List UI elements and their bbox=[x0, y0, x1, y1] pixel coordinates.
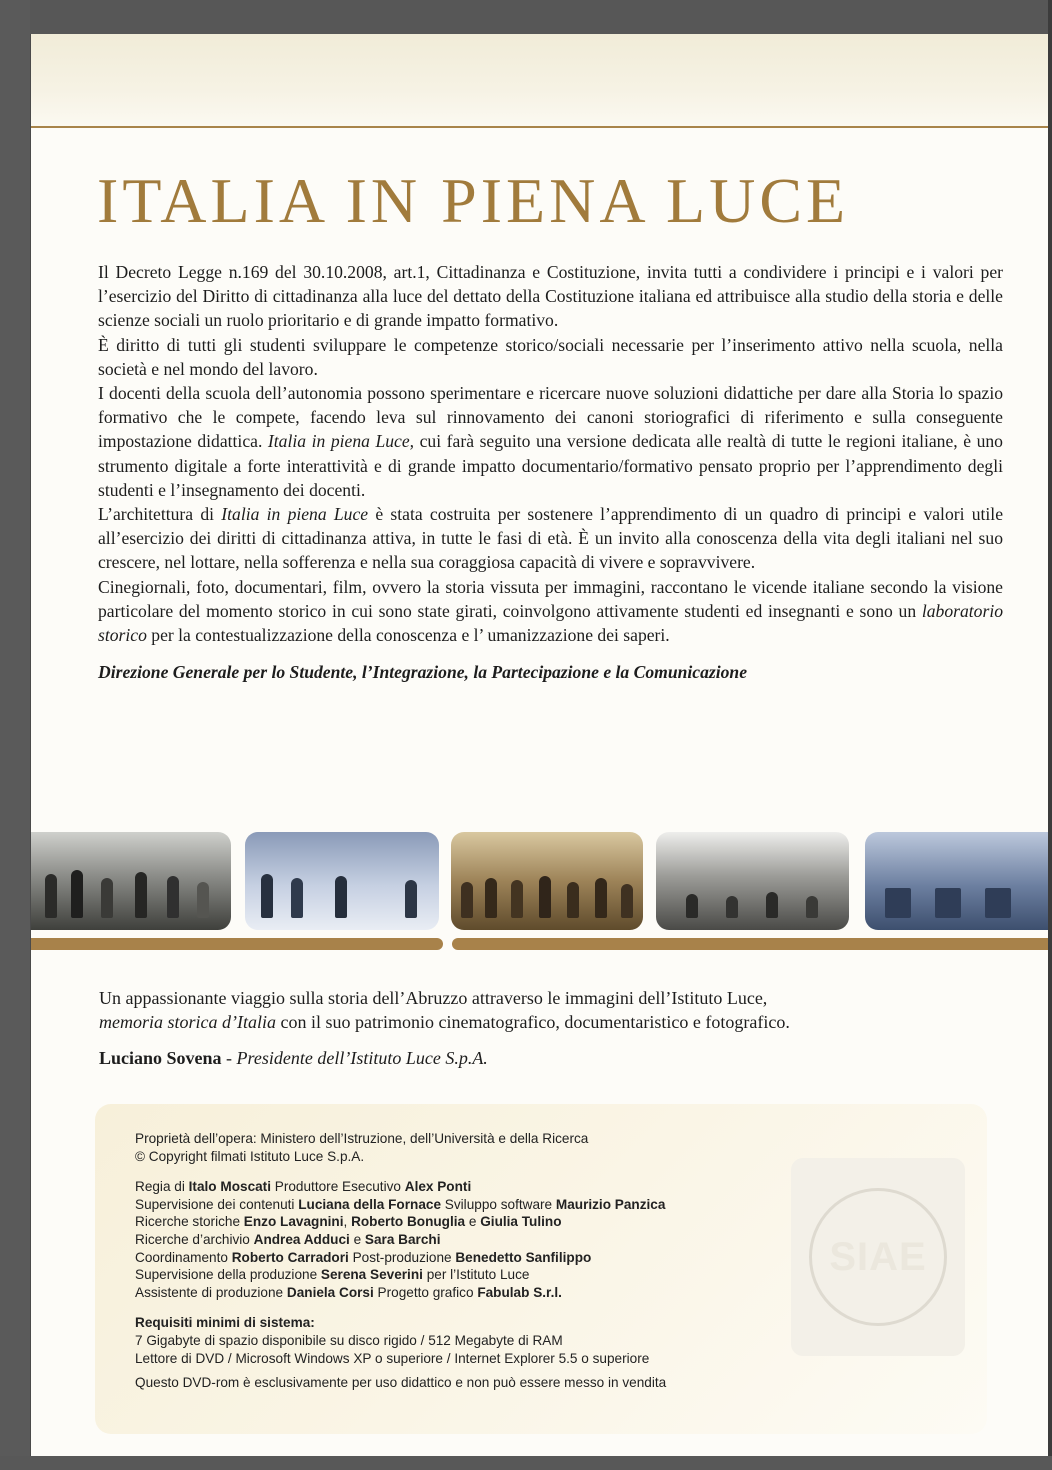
copyright-line: © Copyright filmati Istituto Luce S.p.A. bbox=[135, 1148, 365, 1164]
paragraph-5: Cinegiornali, foto, documentari, film, ovvero la storia vissuta per immagini, raccontano le vicende italiane secondo la visione particolare del momento storico in cui sono state girati, coinvolgono attivamente studenti ed insegnanti e sono un laboratorio storico per la contestualizzazione della conoscenza e l’ umanizzazione dei saperi. bbox=[98, 576, 1003, 646]
requirements-line-2: Lettore di DVD / Microsoft Windows XP o superiore / Internet Explorer 5.5 o superiore bbox=[135, 1350, 650, 1366]
credit-line-1: Regia di Italo Moscati Produttore Esecutivo Alex Ponti bbox=[135, 1179, 472, 1195]
paragraph-3: I docenti della scuola dell’autonomia possono sperimentare e ricercare nuove soluzioni didattiche per dare alla Storia lo spazio formativo che le compete, facendo leva sul rinnovamento dei canoni storiografici di riferimento e sulla conseguente impostazione didattica. Italia in piena Luce, cui farà seguito una versione dedicata alle realtà di tutte le regioni italiane, è uno strumento digitale a forte interattività e di grande impatto documentario/formativo pensato proprio per l’apprendimento degli studenti e l’insegnamento dei docenti. bbox=[98, 383, 1003, 500]
requirements-title: Requisiti minimi di sistema: bbox=[135, 1315, 315, 1331]
photo-town-square bbox=[656, 832, 849, 930]
intro-line-2: memoria storica d’Italia con il suo patrimonio cinematografico, documentaristico e fotografico. bbox=[99, 1012, 790, 1032]
dvd-back-cover bbox=[31, 34, 1048, 1456]
photo-strip bbox=[31, 832, 1048, 956]
gold-bar-left bbox=[31, 938, 443, 950]
gold-bar-right bbox=[452, 938, 1048, 950]
usage-notice: Questo DVD-rom è esclusivamente per uso didattico e non può essere messo in vendita bbox=[135, 1375, 667, 1391]
paragraph-2: È diritto di tutti gli studenti sviluppare le competenze storico/sociali necessarie per l’inserimento attivo nella scuola, nella società e nel mondo del lavoro. bbox=[98, 334, 1003, 379]
credit-line-2: Supervisione dei contenuti Luciana della Fornace Sviluppo software Maurizio Panzica bbox=[135, 1196, 666, 1212]
credit-line-4: Ricerche d’archivio Andrea Adduci e Sara Barchi bbox=[135, 1231, 441, 1247]
credit-line-7: Assistente di produzione Daniela Corsi Progetto grafico Fabulab S.r.l. bbox=[135, 1284, 562, 1300]
header-band bbox=[31, 34, 1048, 126]
scan-frame-bottom bbox=[0, 1456, 1052, 1470]
photo-crowd bbox=[451, 832, 643, 930]
issuer-signature: Direzione Generale per lo Studente, l’Integrazione, la Partecipazione e la Comunicazione bbox=[98, 662, 748, 683]
intro-quote bbox=[99, 986, 1029, 1070]
photo-skiers bbox=[245, 832, 439, 930]
header-rule bbox=[31, 126, 1048, 128]
paragraph-4: L’architettura di Italia in piena Luce è stata costruita per sostenere l’apprendimento di un quadro di principi e valori utile all’esercizio dei diritti di cittadinanza attiva, in tutte le fasi di età. È un invito alla conoscenza della vita degli italiani nel suo crescere, nel lottare, nella sofferenza e nella sua coraggiosa capacità di vivere e sopravvivere. bbox=[98, 504, 1003, 573]
photo-dam bbox=[865, 832, 1048, 930]
credit-line-6: Supervisione della produzione Serena Severini per l’Istituto Luce bbox=[135, 1267, 530, 1283]
scan-frame-left bbox=[0, 0, 30, 1470]
quote-author: Luciano Sovena - Presidente dell’Istituto Luce S.p.A. bbox=[99, 1048, 488, 1068]
siae-logo-box bbox=[791, 1158, 965, 1356]
ownership-line: Proprietà dell’opera: Ministero dell’Istruzione, dell’Università e della Ricerca bbox=[135, 1131, 589, 1146]
siae-logo-icon: SIAE bbox=[809, 1188, 947, 1326]
photo-men-outdoors bbox=[31, 832, 231, 930]
cover-title: ITALIA IN PIENA LUCE bbox=[97, 165, 850, 236]
credit-line-3: Ricerche storiche Enzo Lavagnini, Roberto Bonuglia e Giulia Tulino bbox=[135, 1214, 562, 1230]
scan-frame-top bbox=[0, 0, 1052, 34]
scan-frame-right bbox=[1048, 0, 1052, 1470]
description-text bbox=[98, 260, 1003, 684]
credit-line-5: Coordinamento Roberto Carradori Post-produzione Benedetto Sanfilippo bbox=[135, 1249, 592, 1265]
paragraph-1: Il Decreto Legge n.169 del 30.10.2008, art.1, Cittadinanza e Costituzione, invita tutti a condividere i principi e i valori per l’esercizio del Diritto di cittadinanza alla luce del dettato della Costituzione italiana ed attribuisce alla studio della storia e delle scienze sociali un ruolo prioritario e di grande impatto formativo. bbox=[98, 262, 1003, 331]
intro-line-1: Un appassionante viaggio sulla storia dell’Abruzzo attraverso le immagini dell’Istituto Luce, bbox=[99, 988, 768, 1008]
requirements-line-1: 7 Gigabyte di spazio disponibile su disco rigido / 512 Megabyte di RAM bbox=[135, 1332, 563, 1348]
credits-text bbox=[135, 1130, 815, 1392]
